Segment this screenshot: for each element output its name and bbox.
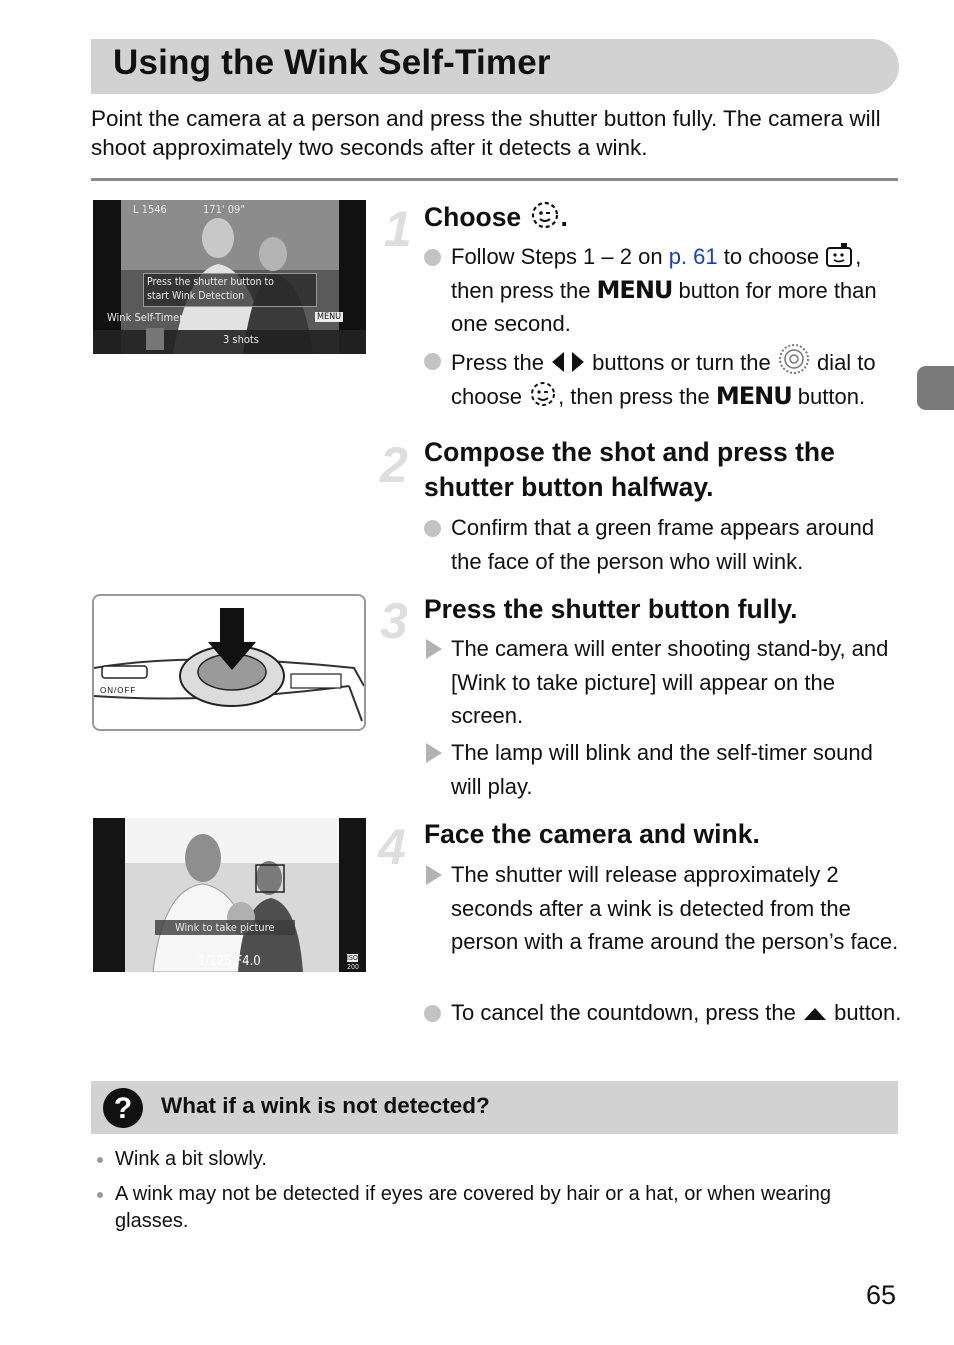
left-right-arrows-icon [550, 350, 586, 374]
tip-header [91, 1081, 898, 1134]
bullet-icon [424, 1005, 441, 1022]
text: buttons or turn the [586, 350, 777, 375]
text: Wink a bit slowly. [115, 1148, 267, 1170]
step-number-1: 1 [384, 201, 412, 257]
tip-title: What if a wink is not detected? [161, 1093, 490, 1118]
text: button. [791, 383, 866, 409]
arrow-bullet-icon [426, 639, 442, 659]
camera-screen-wink-wait [93, 818, 366, 972]
step-1-item-1 [424, 240, 904, 341]
text: button for more than one second. [451, 277, 877, 336]
shutter-diagram [92, 594, 366, 731]
iso-top: ISO [347, 954, 358, 962]
text: dial to choose [451, 350, 876, 409]
text: Follow Steps 1 – 2 on [451, 244, 669, 269]
step-number-3: 3 [380, 593, 408, 649]
bullet-icon [97, 1157, 103, 1163]
arrow-bullet-icon [426, 743, 442, 763]
intro-text: Point the camera at a person and press the shutter button fully. The camera will shoot approximately two seconds after it detects a wink. [91, 106, 881, 160]
wink-timer-icon [529, 200, 561, 230]
wink-timer-icon [528, 380, 558, 408]
step-title-1-text: Choose [424, 202, 529, 232]
bullet-icon [424, 249, 441, 266]
camera-top-drawing [94, 596, 364, 729]
text: button. [828, 1000, 902, 1025]
shots-count: 3 shots [223, 333, 259, 346]
page-number: 65 [866, 1280, 897, 1310]
menu-badge: MENU [317, 312, 342, 322]
bullet-icon [97, 1192, 103, 1198]
bullet-icon [424, 353, 441, 370]
text: The shutter will release approximately 2 seconds after a wink is detected from the person with a frame around the person’s face. [451, 862, 899, 954]
tip-item-1 [115, 1146, 905, 1173]
text: , then press the [558, 383, 716, 409]
arrow-bullet-icon [426, 865, 442, 885]
prompt-box [143, 273, 317, 307]
text: A wink may not be detected if eyes are covered by hair or a hat, or when wearing glasses. [115, 1183, 831, 1232]
prompt-line-1: Press the shutter button to [147, 276, 274, 288]
step-2-item-1 [424, 511, 904, 578]
up-arrow-icon [802, 1004, 828, 1024]
prompt-line-2: start Wink Detection [147, 290, 245, 302]
step-3-item-1 [424, 632, 904, 733]
step-title-3: Press the shutter button fully. [424, 594, 798, 624]
wink-message: Wink to take picture [155, 920, 295, 935]
iso-bottom: 200 [347, 963, 360, 971]
chapter-tab [917, 366, 954, 410]
step-number-2: 2 [380, 437, 408, 493]
step-title-4: Face the camera and wink. [424, 819, 760, 849]
exposure-readout: 1/125 F4.0 [198, 954, 261, 969]
step-title-1 [424, 200, 568, 235]
tip-item-2 [115, 1181, 905, 1235]
text: Press the [451, 350, 551, 375]
text: To cancel the countdown, press the [451, 1000, 802, 1025]
text: Confirm that a green frame appears around the face of the person who will wink. [451, 515, 875, 574]
on-off-label: ON/OFF [100, 686, 137, 695]
menu-button-label: MENU [596, 275, 673, 304]
step-3-item-2 [424, 736, 904, 803]
page-link[interactable]: p. 61 [668, 244, 718, 269]
top-readout-2: 171' 09" [203, 203, 245, 216]
mode-label: Wink Self-Timer [107, 311, 184, 324]
bullet-icon [424, 520, 441, 537]
control-dial-icon [777, 344, 811, 374]
step-title-2: Compose the shot and press the shutter button halfway. [424, 437, 835, 502]
text: , then press the [451, 244, 862, 303]
step-4-item-2 [424, 996, 904, 1030]
question-icon: ? [103, 1088, 143, 1128]
menu-button-label: MENU [715, 381, 792, 410]
face-self-timer-icon [825, 242, 855, 268]
text: to choose [717, 244, 826, 269]
screen-photo-2 [93, 818, 366, 972]
step-title-1-period: . [560, 202, 568, 232]
text: The lamp will blink and the self-timer sound will play. [451, 740, 873, 799]
title-bar [91, 39, 899, 94]
page-title: Using the Wink Self-Timer [113, 43, 551, 82]
step-1-item-2 [424, 344, 904, 413]
top-readout: L 1546 [133, 203, 167, 216]
step-number-4: 4 [378, 819, 406, 875]
text: The camera will enter shooting stand-by, and [Wink to take picture] will appear on the screen. [451, 636, 889, 728]
step-4-item-1 [424, 858, 904, 959]
divider [91, 178, 898, 181]
camera-screen-wink-menu [93, 200, 366, 354]
